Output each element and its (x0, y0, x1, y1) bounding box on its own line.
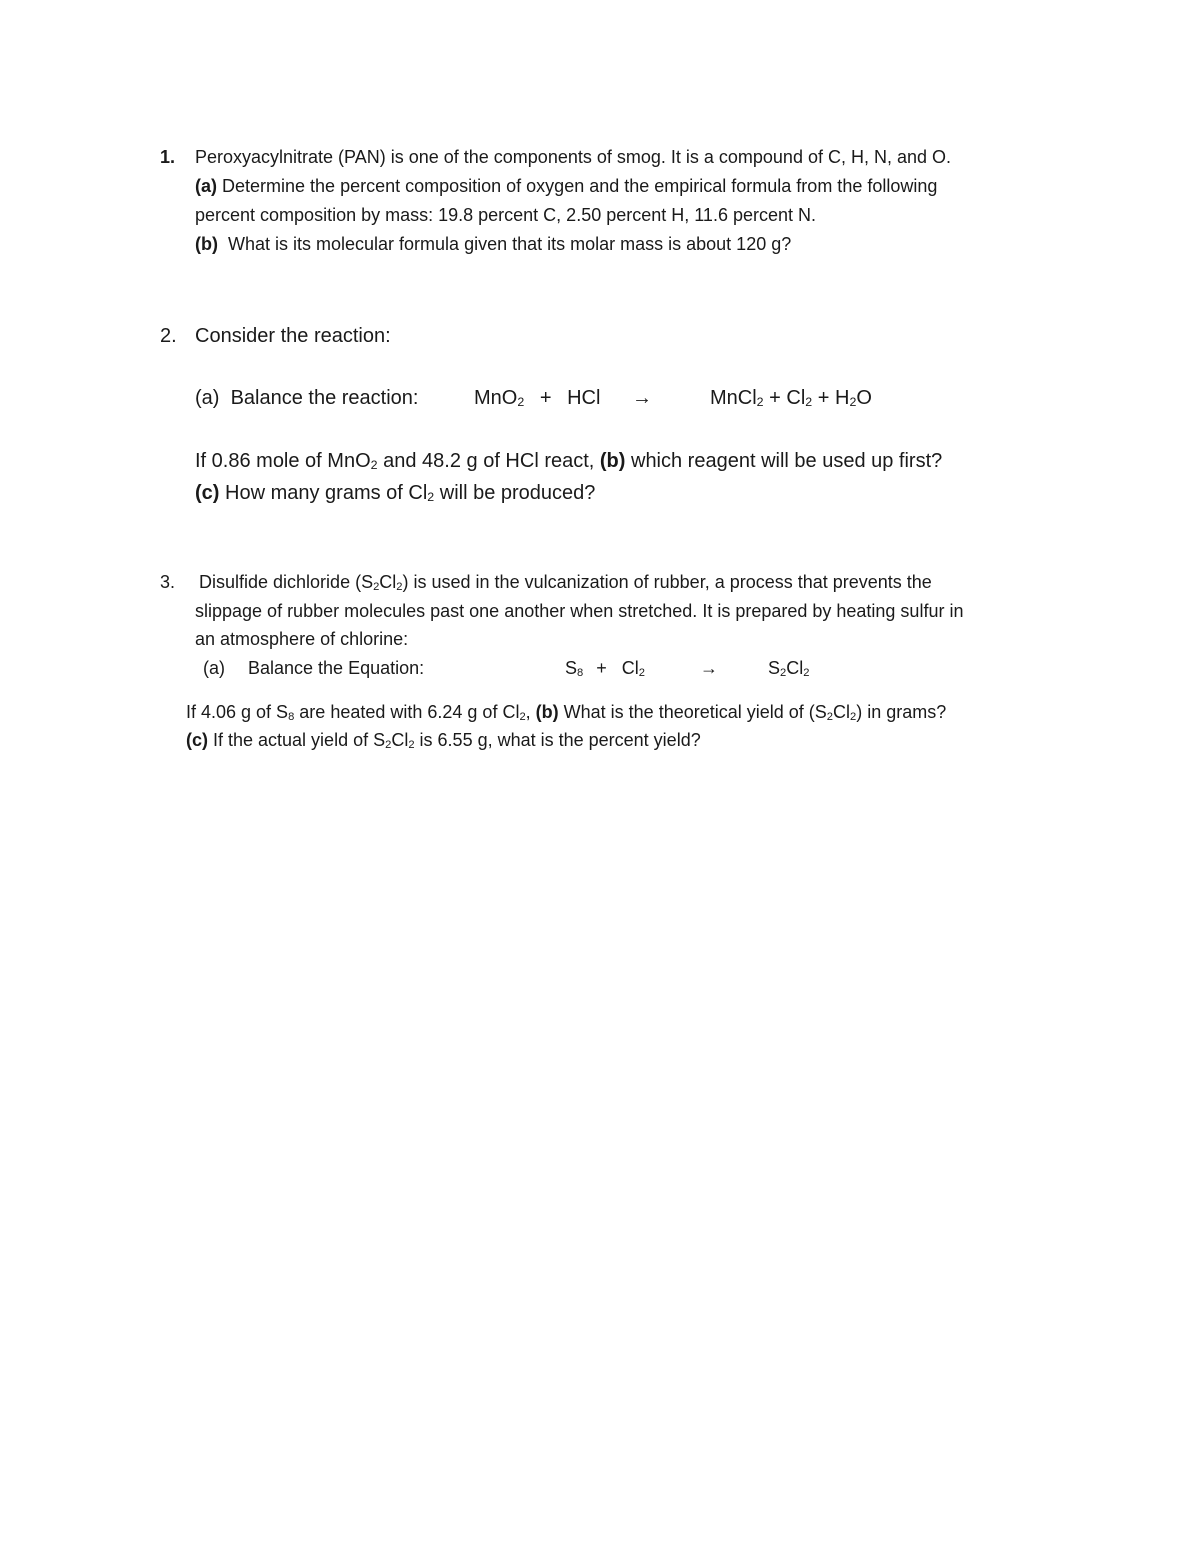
reactant-s8: $S_8$ (565, 658, 584, 679)
question-2-part-c: (c) How many grams of $Cl_2$ will be produced? (195, 482, 596, 505)
question-1-number: 1. (160, 147, 176, 167)
question-1-part-a-cont: percent composition by mass: 19.8 percent C, 2.50 percent H, 11.6 percent N. (195, 205, 816, 225)
reaction-products-2 (710, 385, 872, 411)
question-2-part-b: If 0.86 mole of MnO$_2$ and 48.2 g of HCl react, (b) which reagent will be used up first? (195, 450, 943, 473)
reaction-arrow-icon: → (632, 387, 652, 409)
part-c-label: (c) (195, 482, 220, 504)
question-2-number: 2. (160, 325, 177, 347)
question-2-part-a (195, 385, 418, 411)
reactant-mno2: MnO$_2$ (474, 387, 525, 410)
product-cl2: $Cl_2$ (786, 387, 813, 410)
part-b-label: (b) (535, 702, 559, 722)
reaction-equation-2 (474, 385, 600, 411)
reactant-hcl: HCl (567, 387, 601, 409)
question-1-part-b (195, 233, 791, 255)
reactant-cl2: $Cl_2$ (621, 658, 645, 679)
question-3-intro: Disulfide dichloride $(S_2Cl_2)$ is used in the vulcanization of rubber, a process that prevents the (199, 572, 932, 593)
question-1-intro: Peroxyacylnitrate (PAN) is one of the components of smog. It is a compound of C, H, N, and O. (195, 147, 952, 167)
part-b-label: (b) (195, 234, 218, 254)
part-c-label: (c) (186, 730, 208, 750)
plus-sign: + (539, 387, 552, 409)
question-3-part-b: If 4.06 g of $S_8$ are heated with 6.24 g of $Cl_2$, (b) What is the theoretical yield of $(S_2Cl_2)$ in grams? (186, 702, 947, 723)
question-3-intro-line3: an atmosphere of chlorine: (195, 629, 409, 649)
part-a-text: Balance the reaction: (230, 387, 419, 409)
part-b-label: (b) (599, 450, 626, 472)
question-1-part-a (195, 175, 937, 197)
reaction-equation-3 (565, 657, 645, 679)
question-3-part-c: (c) If the actual yield of $S_2Cl_2$ is 6.55 g, what is the percent yield? (186, 730, 701, 751)
question-3-intro-line2: slippage of rubber molecules past one another when stretched. It is prepared by heating sulfur in (195, 601, 964, 621)
part-a-text: Determine the percent composition of oxygen and the empirical formula from the following (222, 176, 938, 196)
plus-sign: + (596, 658, 607, 678)
product-s2cl2: $S_2Cl_2$ (768, 658, 810, 679)
part-a-label: (a) (195, 176, 217, 196)
part-a-label: (a) (195, 387, 220, 409)
plus-sign: + (817, 387, 830, 409)
product-h2o: $H_2O$ (835, 387, 872, 410)
plus-sign: + (769, 387, 781, 409)
question-3-number: 3. (160, 572, 176, 592)
question-3-part-a-label: (a) (203, 658, 225, 678)
part-b-text: What is its molecular formula given that its molar mass is about 120 g? (228, 234, 792, 254)
product-mncl2: MnCl$_2$ (710, 387, 764, 410)
question-2-intro: Consider the reaction: (195, 325, 391, 347)
question-3-part-a-text: Balance the Equation: (248, 658, 425, 678)
reaction-arrow-icon: → (700, 658, 718, 678)
